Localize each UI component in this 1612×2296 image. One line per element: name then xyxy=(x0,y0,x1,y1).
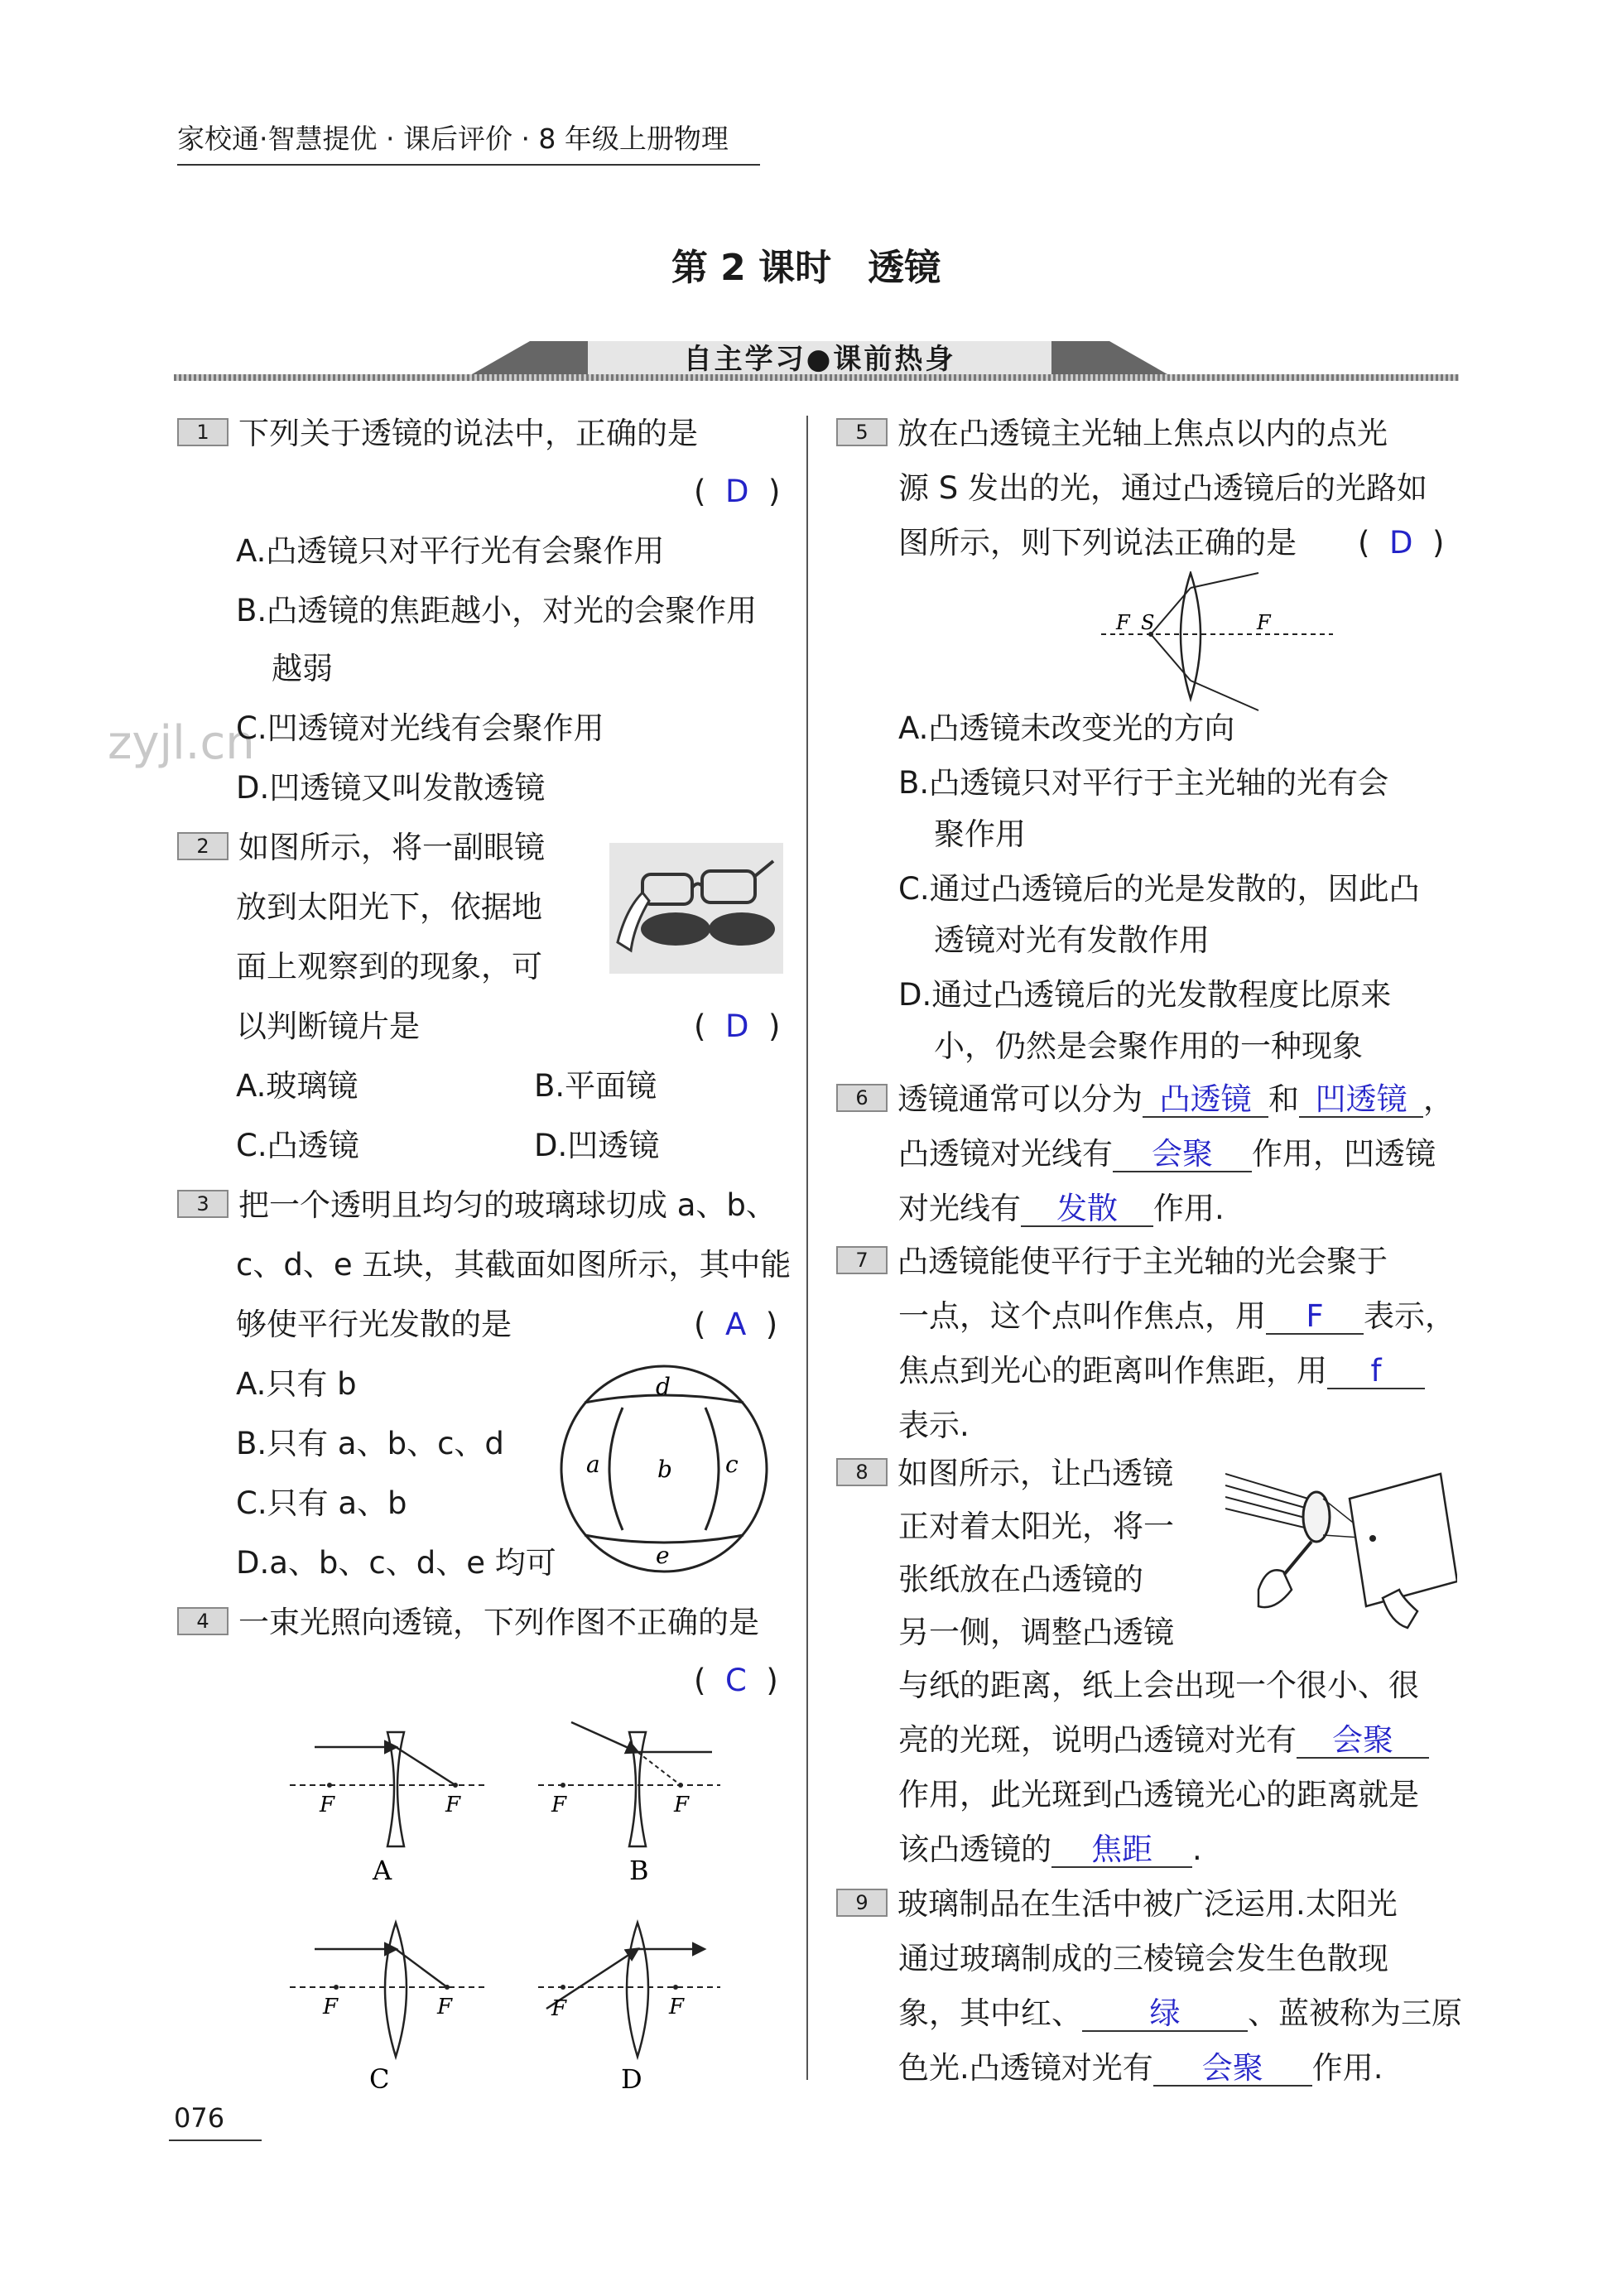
banner-label: 自主学习●课前热身 xyxy=(683,343,956,376)
q8-line-7: 作用，此光斑到凸透镜光心的距离就是 xyxy=(898,1777,1419,1812)
q3-glass-ball-figure xyxy=(560,1365,775,1580)
svg-text:S: S xyxy=(1141,611,1155,634)
q6-line-3: 对光线有 发散 作用. xyxy=(898,1191,1225,1226)
q3-option-d: D.a、b、c、d、e 均可 xyxy=(236,1545,556,1581)
q4-label-b: B xyxy=(629,1855,649,1886)
q9-number: 9 xyxy=(836,1889,888,1917)
q8-lens-sunlight-figure xyxy=(1225,1466,1457,1631)
q4-answer-bracket: ( C ) xyxy=(694,1663,778,1698)
q4-answer: C xyxy=(724,1663,747,1698)
svg-text:F: F xyxy=(1257,611,1271,634)
svg-text:F: F xyxy=(323,1995,339,2019)
q5-option-a: A.凸透镜未改变光的方向 xyxy=(898,710,1235,746)
q3-line-2: c、d、e 五块，其截面如图所示，其中能 xyxy=(236,1247,792,1283)
q3-label-b: b xyxy=(657,1456,672,1483)
column-divider xyxy=(806,416,808,2080)
watermark: zyjl.cn xyxy=(108,716,255,770)
q3-number: 3 xyxy=(177,1190,229,1218)
q3-option-b: B.只有 a、b、c、d xyxy=(236,1426,504,1461)
q5-option-b-cont: 聚作用 xyxy=(934,816,1026,852)
header-rule xyxy=(177,164,760,166)
q5-line-1: 5 放在凸透镜主光轴上焦点以内的点光 xyxy=(836,416,1388,452)
q4-diagram-b xyxy=(538,1722,720,1886)
svg-text:F: F xyxy=(669,1995,685,2019)
q6-blank-4: 发散 xyxy=(1021,1192,1153,1227)
q9-blank-2: 会聚 xyxy=(1153,2052,1312,2087)
q7-line-3: 焦点到光心的距离叫作焦距，用 f xyxy=(898,1353,1425,1389)
q5-option-d-cont: 小，仍然是会聚作用的一种现象 xyxy=(934,1028,1363,1064)
q5-line-3: 图所示，则下列说法正确的是 xyxy=(898,525,1297,561)
q1-option-d: D.凹透镜又叫发散透镜 xyxy=(236,770,546,806)
page-number: 076 xyxy=(174,2102,225,2134)
q4-diagram-d xyxy=(538,1923,720,2095)
q2-number: 2 xyxy=(177,832,229,860)
q3-option-a: A.只有 b xyxy=(236,1366,357,1402)
q4-diagram-a xyxy=(290,1732,488,1886)
q4-label-d: D xyxy=(621,2063,642,2095)
q1-number: 1 xyxy=(177,418,229,446)
q2-line-1: 2 如图所示，将一副眼镜 xyxy=(177,830,545,866)
q8-line-5: 与纸的距离，纸上会出现一个很小、很 xyxy=(898,1668,1419,1703)
q3-answer: A xyxy=(724,1307,747,1342)
svg-text:F: F xyxy=(437,1995,453,2019)
q2-answer-bracket: ( D ) xyxy=(694,1008,781,1044)
q5-number: 5 xyxy=(836,418,888,446)
q8-line-4: 另一侧，调整凸透镜 xyxy=(898,1615,1174,1650)
q3-label-e: e xyxy=(656,1542,670,1569)
q5-option-c-cont: 透镜对光有发散作用 xyxy=(934,922,1210,958)
q1-option-b: B.凸透镜的焦距越小，对光的会聚作用 xyxy=(236,593,758,628)
q8-blank-2: 焦距 xyxy=(1051,1833,1192,1868)
q4-diagram-c xyxy=(290,1923,488,2095)
q1-option-c: C.凹透镜对光线有会聚作用 xyxy=(236,710,604,746)
q6-blank-1: 凸透镜 xyxy=(1143,1083,1268,1118)
q8-line-8: 该凸透镜的 焦距 . xyxy=(898,1832,1202,1867)
q2-option-c: C.凸透镜 xyxy=(236,1128,359,1163)
q5-point-source-figure xyxy=(1101,571,1333,720)
q6-line-2: 凸透镜对光线有 会聚 作用，凹透镜 xyxy=(898,1136,1436,1172)
q3-label-c: c xyxy=(725,1451,739,1478)
q4-label-c: C xyxy=(369,2063,390,2095)
q1-option-b-cont: 越弱 xyxy=(272,651,333,686)
q2-line-4: 以判断镜片是 xyxy=(236,1008,420,1044)
q6-blank-2: 凹透镜 xyxy=(1299,1083,1423,1118)
q9-line-3: 象，其中红、 绿 、蓝被称为三原 xyxy=(898,1995,1462,2031)
q8-blank-1: 会聚 xyxy=(1297,1724,1429,1759)
q9-line-4: 色光.凸透镜对光有 会聚 作用. xyxy=(898,2050,1383,2086)
q1-option-a: A.凸透镜只对平行光有会聚作用 xyxy=(236,533,665,569)
q8-line-3: 张纸放在凸透镜的 xyxy=(898,1562,1143,1597)
q2-option-b: B.平面镜 xyxy=(534,1068,657,1104)
q3-option-c: C.只有 a、b xyxy=(236,1485,407,1521)
svg-text:F: F xyxy=(445,1793,461,1817)
q7-line-1: 7 凸透镜能使平行于主光轴的光会聚于 xyxy=(836,1244,1388,1280)
q9-blank-1: 绿 xyxy=(1082,1997,1248,2032)
svg-text:F: F xyxy=(551,1996,567,2021)
q1-answer-bracket: ( D ) xyxy=(694,474,781,509)
svg-text:F: F xyxy=(320,1793,335,1817)
q3-line-3: 够使平行光发散的是 xyxy=(236,1307,512,1342)
q6-blank-3: 会聚 xyxy=(1113,1138,1252,1172)
q7-number: 7 xyxy=(836,1246,888,1274)
q7-line-4: 表示. xyxy=(898,1408,970,1443)
q2-answer: D xyxy=(724,1008,749,1044)
svg-text:F: F xyxy=(674,1793,690,1817)
svg-text:F: F xyxy=(1116,611,1130,634)
q8-line-2: 正对着太阳光，将一 xyxy=(898,1509,1174,1544)
q9-line-2: 通过玻璃制成的三棱镜会发生色散现 xyxy=(898,1941,1388,1976)
q7-line-2: 一点，这个点叫作焦点，用 F 表示， xyxy=(898,1298,1456,1334)
section-banner xyxy=(174,338,1459,386)
q5-option-d: D.通过凸透镜后的光发散程度比原来 xyxy=(898,977,1392,1013)
q2-option-d: D.凹透镜 xyxy=(534,1128,660,1163)
q4-ray-diagrams xyxy=(290,1714,720,2095)
q8-line-6: 亮的光斑，说明凸透镜对光有 会聚 xyxy=(898,1722,1429,1759)
q3-label-d: d xyxy=(656,1373,671,1400)
q3-answer-bracket: ( A ) xyxy=(694,1307,778,1342)
q4-stem: 4 一束光照向透镜，下列作图不正确的是 xyxy=(177,1605,759,1641)
q4-number: 4 xyxy=(177,1607,229,1635)
q5-answer-bracket: ( D ) xyxy=(1358,525,1445,561)
q1-stem: 1 下列关于透镜的说法中，正确的是 xyxy=(177,416,698,452)
q8-line-1: 8 如图所示，让凸透镜 xyxy=(836,1456,1173,1492)
q4-label-a: A xyxy=(373,1855,392,1886)
lesson-title: 第 2 课时 透镜 xyxy=(671,247,941,289)
q3-line-1: 3 把一个透明且均匀的玻璃球切成 a、b、 xyxy=(177,1187,777,1224)
q7-blank-1: F xyxy=(1266,1300,1364,1335)
q8-number: 8 xyxy=(836,1458,888,1486)
running-header: 家校通·智慧提优 · 课后评价 · 8 年级上册物理 xyxy=(177,123,729,155)
q7-blank-2: f xyxy=(1327,1355,1425,1389)
q5-option-b: B.凸透镜只对平行于主光轴的光有会 xyxy=(898,765,1389,801)
q6-line-1: 6 透镜通常可以分为 凸透镜 和 凹透镜 ， xyxy=(836,1081,1454,1118)
q2-option-a: A.玻璃镜 xyxy=(236,1068,358,1104)
svg-text:F: F xyxy=(551,1793,567,1817)
q6-number: 6 xyxy=(836,1084,888,1112)
q1-answer: D xyxy=(724,474,749,509)
q9-line-1: 9 玻璃制品在生活中被广泛运用.太阳光 xyxy=(836,1886,1398,1923)
page-number-rule xyxy=(169,2140,262,2141)
q5-answer: D xyxy=(1388,525,1413,561)
q2-line-2: 放到太阳光下，依据地 xyxy=(236,889,542,925)
q2-glasses-photo-icon xyxy=(609,843,783,974)
q5-option-c: C.通过凸透镜后的光是发散的，因此凸 xyxy=(898,871,1420,907)
q5-line-2: 源 S 发出的光，通过凸透镜后的光路如 xyxy=(898,470,1428,506)
q3-label-a: a xyxy=(586,1451,600,1478)
q2-line-3: 面上观察到的现象，可 xyxy=(236,949,542,984)
